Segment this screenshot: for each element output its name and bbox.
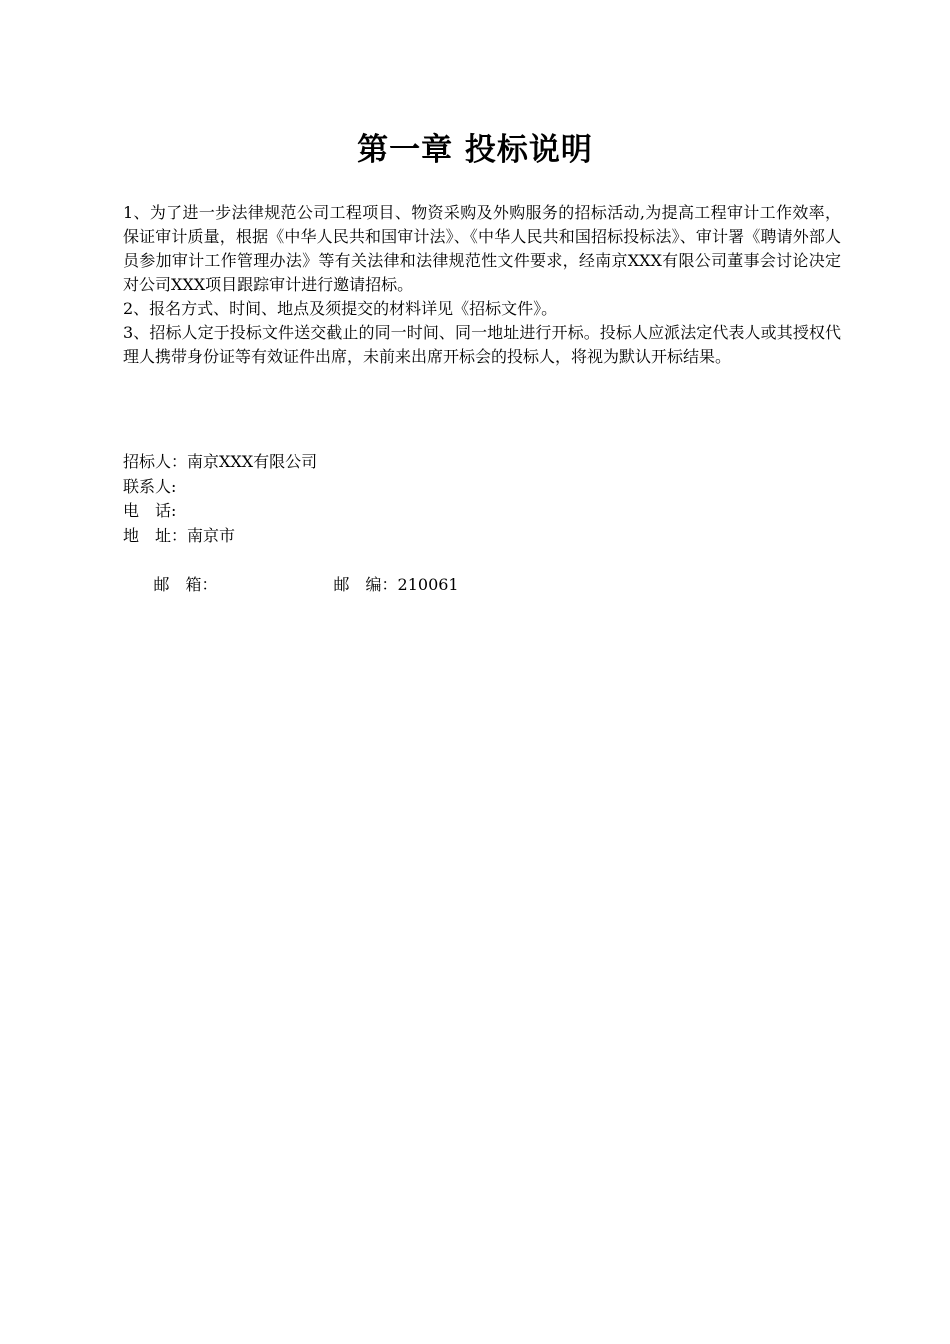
- page-title: 第一章 投标说明: [357, 132, 593, 168]
- email-label: 邮 箱：: [153, 574, 218, 594]
- paragraph-purpose: 1、为了进一步法律规范公司工程项目、物资采购及外购服务的招标活动,为提高工程审计工作效率，保证审计质量，根据《中华人民共和国审计法》、《中华人民共和国招标投标法》、审计署《聘请外部人员参加审计工作管理办法》等有关法律和法律规范性文件要求，经南京XXX有限公司董事会讨论决定对公司XXX项目跟踪审计进行邀请招标。: [123, 203, 841, 294]
- paragraph-bid-opening: 3、招标人定于投标文件送交截止的同一时间、同一地址进行开标。投标人应派法定代表人或其授权代理人携带身份证等有效证件出席，未前来出席开标会的投标人，将视为默认开标结果。: [123, 323, 841, 366]
- contact-info: [123, 450, 841, 622]
- document-body: [123, 201, 841, 369]
- paragraph-registration: 2、报名方式、时间、地点及须提交的材料详见《招标文件》。: [123, 299, 558, 318]
- address-line: 地 址：南京市: [123, 525, 236, 545]
- phone-line: 电 话:: [123, 501, 177, 520]
- tenderer-line: 招标人：南京XXX有限公司: [123, 452, 318, 471]
- contact-person-line: 联系人:: [123, 476, 177, 496]
- postcode-label: 邮 编：210061: [333, 574, 459, 594]
- email-postcode-line: [123, 548, 841, 622]
